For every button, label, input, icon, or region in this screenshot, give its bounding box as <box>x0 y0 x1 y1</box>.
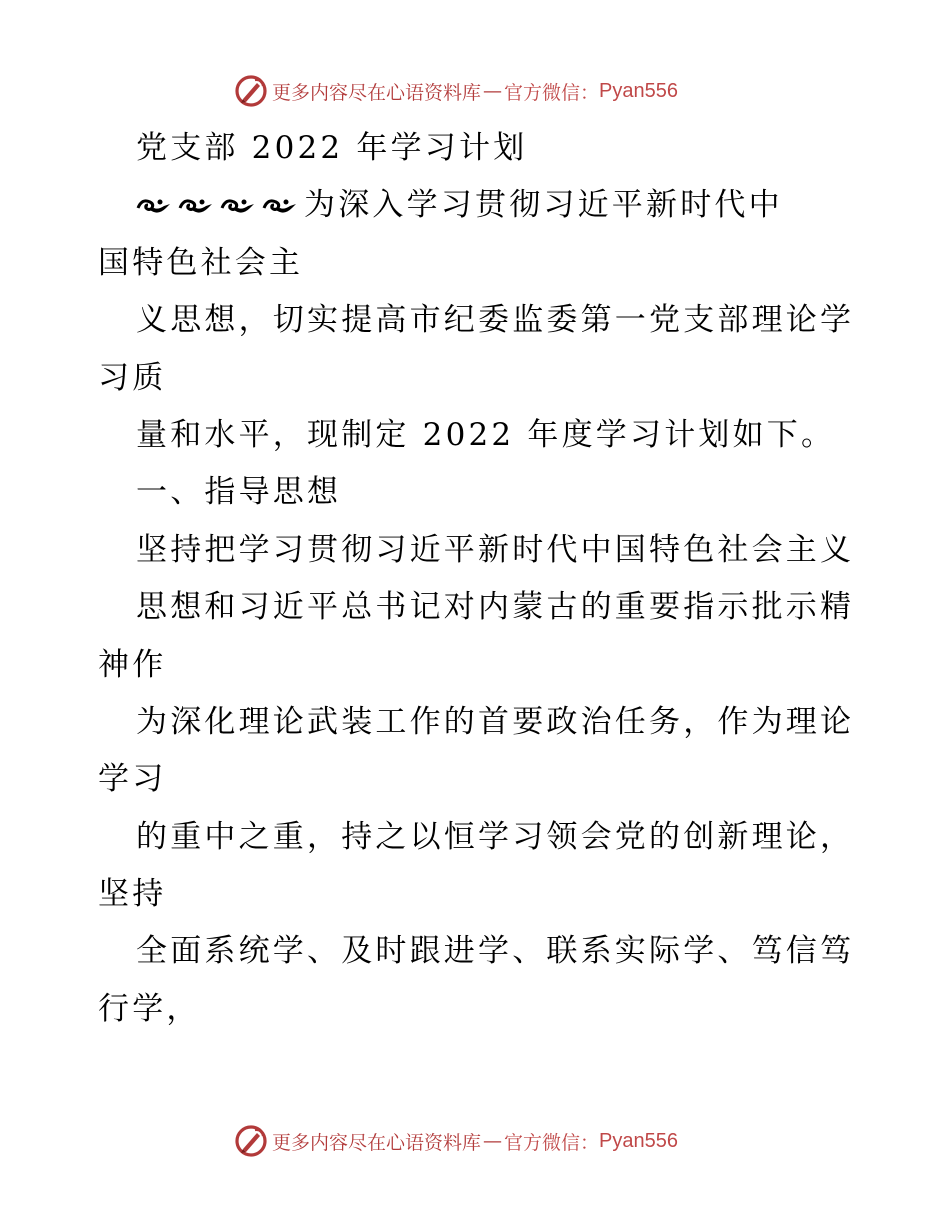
floral-ornament-icon <box>262 194 298 218</box>
banner-separator: — <box>483 1130 503 1152</box>
footer-banner <box>234 1124 678 1158</box>
banner-separator: — <box>483 80 503 102</box>
paragraph-text: 为深入学习贯彻习近平新时代中 <box>304 187 783 224</box>
paragraph-line: 坚持把学习贯彻习近平新时代中国特色社会主义 <box>136 531 855 568</box>
document-title: 党支部 2022 年学习计划 <box>136 130 528 166</box>
document-body <box>98 120 858 1038</box>
paragraph-line: 行学， <box>98 990 201 1027</box>
floral-ornament-icon <box>220 194 256 218</box>
header-banner <box>234 74 678 108</box>
paragraph-line: 义思想，切实提高市纪委监委第一党支部理论学 <box>136 302 855 339</box>
paragraph-line: 习质 <box>98 359 167 396</box>
paragraph-line: 量和水平，现制定 2022 年度学习计划如下。 <box>136 416 836 453</box>
floral-ornament-icon <box>136 194 172 218</box>
banner-wechat-label: 官方微信： <box>504 1131 600 1154</box>
section-heading: 一、指导思想 <box>136 474 342 511</box>
paragraph-line: 坚持 <box>98 876 167 913</box>
paragraph-line: 全面系统学、及时跟进学、联系实际学、笃信笃 <box>136 933 855 970</box>
banner-slogan: 更多内容尽在心语资料库 <box>272 1131 482 1154</box>
floral-ornament-icon <box>178 194 214 218</box>
paragraph-line: 为深化理论武装工作的首要政治任务，作为理论 <box>136 703 855 740</box>
banner-wechat-id: Pyan556 <box>599 1129 678 1152</box>
banner-wechat-label: 官方微信： <box>504 81 600 104</box>
ornament-group <box>136 177 304 234</box>
paragraph-line: 国特色社会主 <box>98 244 304 281</box>
banner-slogan: 更多内容尽在心语资料库 <box>272 81 482 104</box>
pen-logo-icon <box>234 1124 268 1158</box>
paragraph-line: 思想和习近平总书记对内蒙古的重要指示批示精 <box>136 589 855 626</box>
banner-wechat-id: Pyan556 <box>599 79 678 102</box>
paragraph-line: 神作 <box>98 646 167 683</box>
paragraph-line <box>98 177 858 234</box>
pen-logo-icon <box>234 74 268 108</box>
paragraph-line: 的重中之重，持之以恒学习领会党的创新理论， <box>136 818 855 855</box>
paragraph-line: 学习 <box>98 761 167 798</box>
